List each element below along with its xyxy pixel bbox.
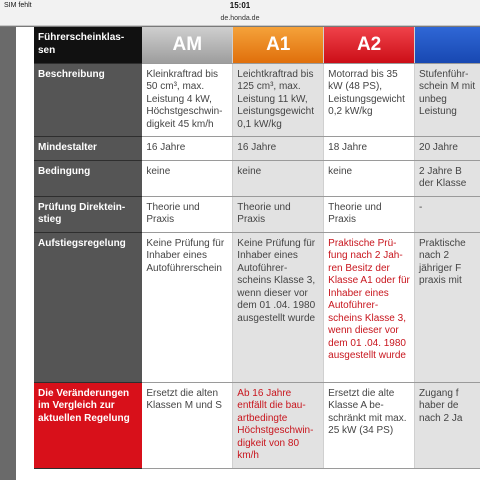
row-label: Mindestalter <box>34 137 142 161</box>
table-row <box>34 137 480 161</box>
licence-table <box>34 27 480 469</box>
carrier-text: SIM fehlt <box>4 2 32 9</box>
clock: 15:01 <box>229 1 251 10</box>
row-label: Die Veränderungen im Vergleich zur aktuellen Regelung <box>34 382 142 468</box>
cell-am: 16 Jahre <box>142 137 232 161</box>
cell-a: - <box>415 196 480 232</box>
cell-a: Praktische nach 2 jähriger F praxis mit <box>415 232 480 382</box>
cell-am: Kleinkraftrad bis 50 cm³, max. Leistung 4 kW, Höchstgeschwin-digkeit 45 km/h <box>142 63 232 137</box>
header-row <box>34 27 480 63</box>
table-row <box>34 196 480 232</box>
cell-am: Keine Prüfung für Inhaber eines Autoführerschein <box>142 232 232 382</box>
cell-a2: Motorrad bis 35 kW (48 PS), Leistungsgewicht 0,2 kW/kg <box>324 63 415 137</box>
table-row <box>34 232 480 382</box>
cell-am: Theorie und Praxis <box>142 196 232 232</box>
left-rail <box>0 27 16 480</box>
cell-a1: keine <box>233 160 324 196</box>
cell-a: 2 Jahre B der Klasse <box>415 160 480 196</box>
column-header-am: AM <box>142 27 232 63</box>
cell-a: 20 Jahre <box>415 137 480 161</box>
column-header-a2: A2 <box>324 27 415 63</box>
row-label: Prüfung Direktein-stieg <box>34 196 142 232</box>
status-bar <box>0 0 480 13</box>
row-label: Bedingung <box>34 160 142 196</box>
licence-comparison-sheet <box>16 27 480 480</box>
table-row <box>34 160 480 196</box>
cell-a1: Leichtkraftrad bis 125 cm³, max. Leistung 11 kW, Leistungsgewicht 0,1 kW/kg <box>233 63 324 137</box>
cell-am: Ersetzt die alten Klassen M und S <box>142 382 232 468</box>
cell-a: Stufenführ- schein M mit unbeg Leistung <box>415 63 480 137</box>
cell-a2: 18 Jahre <box>324 137 415 161</box>
cell-a1: Ab 16 Jahre entfällt die bau-artbedingte Höchstgeschwin-digkeit von 80 km/h <box>233 382 324 468</box>
cell-a1: Theorie und Praxis <box>233 196 324 232</box>
cell-a1: 16 Jahre <box>233 137 324 161</box>
cell-a2: Ersetzt die alte Klasse A be-schränkt mit max. 25 kW (34 PS) <box>324 382 415 468</box>
cell-am: keine <box>142 160 232 196</box>
cell-a1: Keine Prüfung für Inhaber eines Autoführer-scheins Klasse 3, wenn dieser vor dem 01 .04. 1980 ausgestellt wurde <box>233 232 324 382</box>
cell-a2: Theorie und Praxis <box>324 196 415 232</box>
header-label: Führerscheinklas-sen <box>34 27 142 63</box>
address-bar[interactable]: de.honda.de <box>0 13 480 26</box>
table-row <box>34 63 480 137</box>
column-header-a <box>415 27 480 63</box>
row-label: Aufstiegsregelung <box>34 232 142 382</box>
cell-a2: keine <box>324 160 415 196</box>
cell-a2: Praktische Prü-fung nach 2 Jah-ren Besitz der Klasse A1 oder für Inhaber eines Autoführer-scheins Klasse 3, wenn dieser vor dem 01 .04. 1980 ausgestellt wurde <box>324 232 415 382</box>
cell-a: Zugang f haber de nach 2 Ja <box>415 382 480 468</box>
row-label: Beschreibung <box>34 63 142 137</box>
table-row <box>34 382 480 468</box>
column-header-a1: A1 <box>233 27 324 63</box>
